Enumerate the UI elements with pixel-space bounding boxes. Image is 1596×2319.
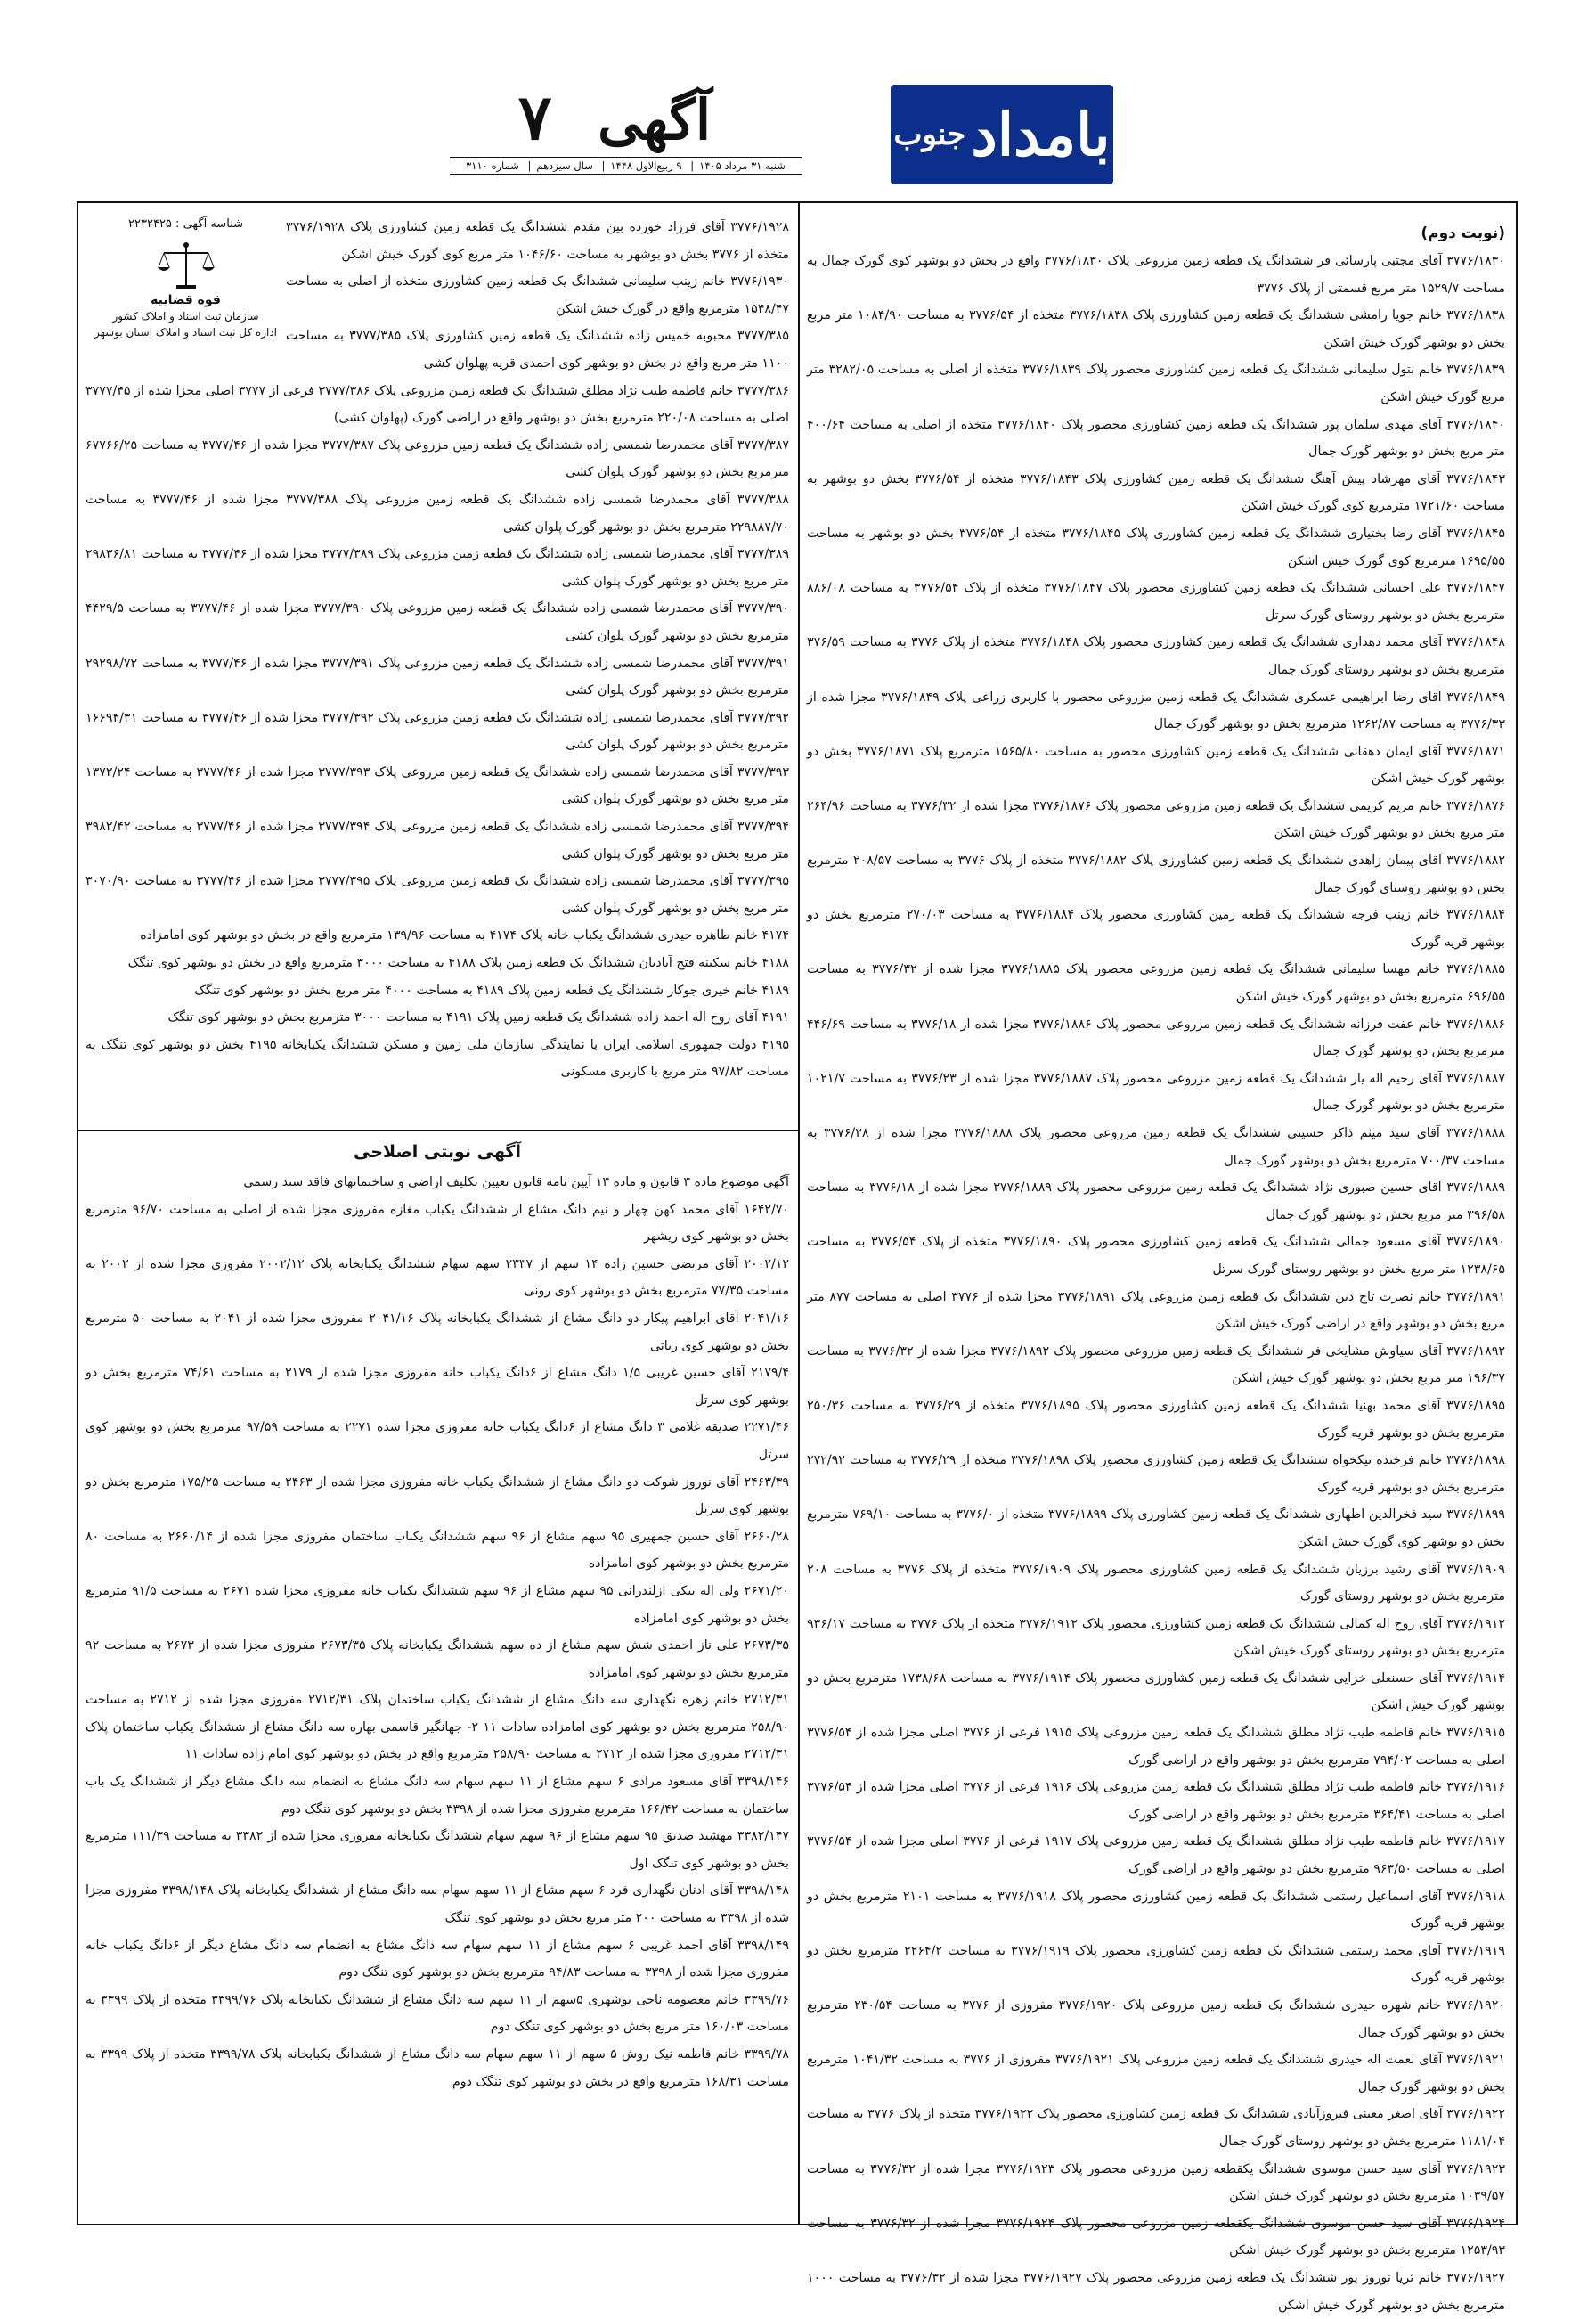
notice-entry: ۱۶۴۲/۷۰ آقای محمد کهن چهار و نیم دانگ مشاع از ششدانگ یکباب مغازه مفروزی مجزا شده از اصلی به مساحت ۹۶/۷۰ مترمربع بخش دو بوشهر کوی ریشهر [86,1202,789,1245]
notice-entry: ۳۷۷۶/۱۸۹۸ خانم فرخنده نیکخواه ششدانگ یک قطعه زمین کشاورزی محصور پلاک ۳۷۷۶/۱۸۹۸ متخذه از ۳۷۷۶/۲۹ به مساحت ۲۷۲/۹۲ مترمربع بخش دو بوشهر قریه گورک [807,1453,1505,1495]
notice-entry: ۳۷۷۶/۱۹۱۶ خانم فاطمه طیب نژاد مطلق ششدانگ یک قطعه زمین مزروعی پلاک ۱۹۱۶ فرعی از ۳۷۷۶ اصلی مجزا شده از ۳۷۷۶/۵۴ اصلی به مساحت ۳۶۴/۴۱ مترمربع بخش دو بوشهر واقع در اراضی گورک [807,1780,1505,1822]
emblem-box [86,214,286,347]
notice-entry: ۳۷۷۶/۱۹۱۲ آقای روح اله کمالی ششدانگ یک قطعه زمین کشاورزی محصور پلاک ۳۷۷۶/۱۹۱۲ متخذه از پلاک ۳۷۷۶ به مساحت ۹۳۶/۱۷ مترمربع بخش دو بوشهر روستای گورک خیش اشکن [807,1616,1505,1659]
notice-entry: ۳۳۸۲/۱۴۷ مهشید صدیق ۹۵ سهم مشاع از ۹۶ سهم سهام ششدانگ یکبابخانه مفروزی مجزا شده از ۳۳۸۲ به مساحت ۱۱۱/۳۹ مترمربع بخش دو بوشهر کوی تنگک اول [86,1829,789,1871]
notice-entry: ۲۱۷۹/۴ آقای حسین غریبی ۱/۵ دانگ مشاع از ۶دانگ یکباب خانه مفروزی مجزا شده از ۲۱۷۹ به مساحت ۷۴/۶۱ مترمربع بخش دو بوشهر کوی سرتل [86,1366,789,1408]
notice-entry: ۳۷۷۶/۱۸۹۲ آقای سیاوش مشایخی فر ششدانگ یک قطعه زمین مزروعی محصور پلاک ۳۷۷۶/۱۸۹۲ مجزا شده از ۳۷۷۶/۳۲ به مساحت ۱۹۶/۳۷ متر مربع بخش دو بوشهر گورک خیش اشکن [807,1343,1505,1386]
org-line-3: اداره کل ثبت اسناد و املاک استان بوشهر [94,326,278,339]
notice-entry: ۲۰۴۱/۱۶ آقای ابراهیم پیکار دو دانگ مشاع از ششدانگ یکبابخانه پلاک ۲۰۴۱/۱۶ مفروزی مجزا شده از ۲۰۴۱ به مساحت ۵۰ مترمربع بخش دو بوشهر کوی ریاتی [86,1311,789,1353]
notice-entry: ۲۶۷۳/۳۵ علی ناز احمدی شش سهم مشاع از ده سهم ششدانگ یکبابخانه پلاک ۲۶۷۳/۳۵ مفروزی مجزا شده از ۲۶۷۳ به مساحت ۹۲ مترمربع بخش دو بوشهر کوی امامزاده [86,1638,789,1680]
notice-entry: ۲۷۱۲/۳۱ خانم زهره نگهداری سه دانگ مشاع از ششدانگ یکباب ساختمان پلاک ۲۷۱۲/۳۱ مفروزی مجزا شده از ۲۷۱۲ به مساحت ۲۵۸/۹۰ مترمربع بخش دو بوشهر کوی امامزاده سادات ۱۱ ۲- جهانگیر قاسمی بهاره سه دانگ مشاع از ششدانگ یکباب ساختمان پلاک ۲۷۱۲/۳۱ مفروزی مجزا شده از ۲۷۱۲ به مساحت ۲۵۸/۹۰ مترمربع واقع در بخش دو بوشهر کوی امام زاده سادات ۱۱ [86,1693,790,1762]
notice-entry: ۳۷۷۶/۱۹۲۸ آقای فرزاد خورده بین مقدم ششدانگ یک قطعه زمین کشاورزی پلاک ۳۷۷۶/۱۹۲۸ متخذه از ۳۷۷۶ بخش دو بوشهر به مساحت ۱۰۴۶/۶۰ متر مربع کوی گورک خیش اشکن [286,220,789,262]
notice-entry: ۳۷۷۶/۱۹۳۰ خانم زینب سلیمانی ششدانگ یک قطعه زمین کشاورزی متخذه از اصلی به مساحت ۱۵۴۸/۴۷ مترمربع واقع در گورک خیش اشکن [286,274,789,316]
notice-entry: ۳۳۹۸/۱۴۸ آقای ادنان نگهداری فرد ۶ سهم مشاع از ۱۱ سهم سهام سه دانگ مشاع از ششدانگ یکبابخانه پلاک ۳۳۹۸/۱۴۸ مفروزی مجزا شده از ۳۳۹۸ به مساحت ۲۰۰ متر مربع بخش دو بوشهر کوی تنگک [86,1883,790,1926]
notice-entry: ۳۷۷۶/۱۸۸۵ خانم مهسا سلیمانی ششدانگ یک قطعه زمین مزروعی محصور پلاک ۳۷۷۶/۱۸۸۵ مجزا شده از ۳۷۷۶/۳۲ به مساحت ۶۹۶/۵۵ مترمربع بخش دو بوشهر گورک خیش اشکن [807,962,1505,1005]
notice-entry: ۳۷۷۶/۱۸۴۵ آقای رضا بختیاری ششدانگ یک قطعه زمین کشاورزی پلاک ۳۷۷۶/۱۸۴۵ متخذه از ۳۷۷۶/۵۴ بخش دو بوشهر به مساحت ۱۶۹۵/۵۵ مترمربع کوی گورک خیش اشکن [807,526,1505,568]
notice-entry: ۳۷۷۶/۱۸۸۲ آقای پیمان زاهدی ششدانگ یک قطعه زمین کشاورزی پلاک ۳۷۷۶/۱۸۸۲ متخذه از پلاک ۳۷۷۶ به مساحت ۲۰۸/۵۷ مترمربع بخش دو بوشهر روستای گورک جمال [807,853,1505,895]
notice-entry: ۳۷۷۷/۳۸۸ آقای محمدرضا شمسی زاده ششدانگ یک قطعه زمین مزروعی پلاک ۳۷۷۷/۳۸۸ مجزا شده از ۳۷۷۷/۴۶ به مساحت ۲۲۹۸۸۷/۷۰ مترمربع بخش دو بوشهر گورک پلوان کشی [86,492,789,535]
notice-entry: ۳۷۷۶/۱۹۲۰ خانم شهره حیدری ششدانگ یک قطعه زمین مزروعی پلاک ۳۷۷۶/۱۹۲۰ مفروزی از ۳۷۷۶ به مساحت ۲۳۰/۵۴ مترمربع بخش دو بوشهر گورک جمال [807,1998,1505,2040]
notice-entry: ۳۷۷۶/۱۹۲۴ آقای سید حسن موسوی ششدانگ یکقطعه زمین مزروعی محصور پلاک ۳۷۷۶/۱۹۲۴ مجزا شده از ۳۷۷۶/۳۲ به مساحت ۱۲۵۳/۹۳ مترمربع بخش دو بوشهر گورک خیش اشکن [807,2216,1505,2258]
org-line-1: قوه قضاییه [151,293,221,307]
notice-entry: ۳۷۷۶/۱۹۱۴ آقای حسنعلی خزایی ششدانگ یک قطعه زمین کشاورزی محصور پلاک ۳۷۷۶/۱۹۱۴ به مساحت ۱۷۳۸/۶۸ مترمربع بخش دو بوشهر گورک خیش اشکن [807,1670,1505,1713]
notice-entry: ۲۰۰۲/۱۲ آقای مرتضی حسین زاده ۱۴ سهم از ۲۳۳۷ سهم سهام ششدانگ یکبابخانه پلاک ۲۰۰۲/۱۲ مفروزی مجزا شده از ۲۰۰۲ به مساحت ۷۷/۳۵ مترمربع بخش دو بوشهر کوی رونی [86,1256,789,1299]
notice-entry: ۳۷۷۷/۳۹۳ آقای محمدرضا شمسی زاده ششدانگ یک قطعه زمین مزروعی پلاک ۳۷۷۷/۳۹۳ مجزا شده از ۳۷۷۷/۴۶ به مساحت ۱۳۷۲/۲۴ متر مربع بخش دو بوشهر گورک پلوان کشی [86,764,789,807]
notice-entry: ۳۷۷۷/۳۸۵ محبوبه خمیس زاده ششدانگ یک قطعه زمین کشاورزی پلاک ۳۷۷۷/۳۸۵ به مساحت ۱۱۰۰ متر مربع واقع در بخش دو بوشهر کوی احمدی قریه پهلوان کشی [286,329,789,371]
issue-number: شماره ۳۱۱۰ [466,159,519,172]
issue-year: سال سیزدهم [536,159,593,172]
notice-entry: ۳۷۷۶/۱۹۰۹ آقای رشید برزیان ششدانگ یک قطعه زمین کشاورزی محصور پلاک ۳۷۷۶/۱۹۰۹ متخذه از پلاک ۳۷۷۶ به مساحت ۲۰۸ مترمربع بخش دو بوشهر روستای گورک [807,1562,1505,1605]
notice-entry: ۳۷۷۷/۳۸۶ خانم فاطمه طیب نژاد مطلق ششدانگ یک قطعه زمین مزروعی پلاک ۳۷۷۷/۳۸۶ فرعی از ۳۷۷۷ اصلی مجزا شده از ۳۷۷۷/۴۵ اصلی به مساحت ۲۲۰/۰۸ مترمربع بخش دو بوشهر واقع در اراضی گورک (پهلوان کشی) [86,383,789,426]
issue-meta: شنبه ۳۱ مرداد ۱۴۰۵| ۹ ربیع‌الاول ۱۴۴۸| سال سیزدهم| شماره ۳۱۱۰ [450,157,802,175]
notice-entry: ۳۷۷۶/۱۹۲۷ خانم ثریا نوروز پور ششدانگ یک قطعه زمین مزروعی محصور پلاک ۳۷۷۶/۱۹۲۷ مجزا شده از ۳۷۷۶/۳۲ به مساحت ۱۰۰۰ مترمربع بخش دو بوشهر گورک خیش اشکن [807,2270,1505,2313]
right-column [807,219,1505,2319]
notice-entry: ۳۷۷۶/۱۸۴۷ علی احسانی ششدانگ یک قطعه زمین کشاورزی محصور پلاک ۳۷۷۶/۱۸۴۷ متخذه از پلاک ۳۷۷۶/۵۴ به مساحت ۸۸۶/۰۸ مترمربع بخش دو بوشهر روستای گورک سرتل [807,581,1505,623]
notice-entry: ۳۷۷۶/۱۹۱۹ آقای محمد رستمی ششدانگ یک قطعه زمین کشاورزی محصور پلاک ۳۷۷۶/۱۹۱۹ به مساحت ۲۲۶۴/۲ مترمربع بخش دو بوشهر قریه گورک [807,1943,1505,1986]
notice-entry: ۳۷۷۷/۳۹۰ آقای محمدرضا شمسی زاده ششدانگ یک قطعه زمین مزروعی پلاک ۳۷۷۷/۳۹۰ مجزا شده از ۳۷۷۷/۴۶ به مساحت ۴۴۲۹/۵ مترمربع بخش دو بوشهر گورک پلوان کشی [86,601,789,643]
section-separator [78,1130,798,1131]
page-number: ۷ [517,80,552,154]
notice-entry: ۳۷۷۶/۱۹۲۱ آقای نعمت اله حیدری ششدانگ یک قطعه زمین مزروعی پلاک ۳۷۷۶/۱۹۲۱ مفروزی از ۳۷۷۶ به مساحت ۱۰۴۱/۳۲ مترمربع بخش دو بوشهر گورک جمال [807,2053,1505,2094]
notice-entry: ۳۷۷۶/۱۸۸۷ آقای رحیم اله یار ششدانگ یک قطعه زمین مزروعی محصور پلاک ۳۷۷۶/۱۸۸۷ مجزا شده از ۳۷۷۶/۲۳ به مساحت ۱۰۲۱/۷ مترمربع بخش دو بوشهر گورک جمال [807,1071,1505,1114]
notice-entry: ۳۷۷۶/۱۹۲۳ آقای سید حسن موسوی ششدانگ یکقطعه زمین مزروعی محصور پلاک ۳۷۷۶/۱۹۲۳ مجزا شده از ۳۷۷۶/۳۲ به مساحت ۱۰۳۹/۵۷ مترمربع بخش دو بوشهر گورک خیش اشکن [807,2161,1505,2204]
notice-entry: ۳۷۷۶/۱۸۴۳ آقای مهرشاد پیش آهنگ ششدانگ یک قطعه زمین کشاورزی پلاک ۳۷۷۶/۱۸۴۳ متخذه از ۳۷۷۶/۵۴ بخش دو بوشهر به مساحت ۱۷۲۱/۶۰ مترمربع کوی گورک خیش اشکن [807,471,1505,514]
left-column-bottom [86,1169,789,2095]
notice-entry: ۳۷۷۷/۳۸۹ آقای محمدرضا شمسی زاده ششدانگ یک قطعه زمین مزروعی پلاک ۳۷۷۷/۳۸۹ مجزا شده از ۳۷۷۷/۴۶ به مساحت ۲۹۸۳۶/۸۱ متر مربع بخش دو بوشهر گورک پلوان کشی [86,547,789,589]
notice-entry: ۴۱۹۵ دولت جمهوری اسلامی ایران با نمایندگی سازمان ملی زمین و مسکن ششدانگ یکبابخانه ۴۱۹۵ بخش دو بوشهر کوی تنگک به مساحت ۹۷/۸۲ متر مربع با کاربری مسکونی [86,1037,789,1080]
notice-entry: ۲۶۷۱/۲۰ ولی اله بیکی ازلندرانی ۹۵ سهم مشاع از ۹۶ سهم ششدانگ یکباب خانه مفروزی مجزا شده ۲۶۷۱ به مساحت ۹۱/۵ مترمربع بخش دو بوشهر کوی امامزاده [86,1583,789,1626]
notice-entry: ۳۷۷۶/۱۸۳۸ خانم جویا رامشی ششدانگ یک قطعه زمین کشاورزی پلاک ۳۷۷۶/۱۸۳۸ متخذه از ۳۷۷۶/۵۴ به مساحت ۱۰۸۴/۹۰ متر مربع بخش دو بوشهر گورک خیش اشکن [807,308,1505,350]
notice-entry: ۳۷۷۷/۳۹۲ آقای محمدرضا شمسی زاده ششدانگ یک قطعه زمین مزروعی پلاک ۳۷۷۷/۳۹۲ مجزا شده از ۳۷۷۷/۴۶ به مساحت ۱۶۶۹۴/۳۱ مترمربع بخش دو بوشهر گورک پلوان کشی [86,710,789,753]
notice-entry: ۳۳۹۸/۱۴۶ آقای مسعود مرادی ۶ سهم مشاع از ۱۱ سهم سهام سه دانگ مشاع به انضمام سه دانگ مشاع دیگر از ششدانگ یک باب ساختمان به مساحت ۱۶۶/۴۲ مترمربع مفروزی مجزا شده از ۳۳۹۸ بخش دو بوشهر کوی تنگک دوم [86,1775,790,1817]
logo-sub-text: جنوب [893,117,966,152]
notice-entry: ۳۷۷۶/۱۹۱۸ آقای اسماعیل رستمی ششدانگ یک قطعه زمین کشاورزی محصور پلاک ۳۷۷۶/۱۹۱۸ به مساحت ۲۱۰۱ مترمربع بخش دو بوشهر قریه گورک [807,1889,1505,1931]
notice-entry: آگهی موضوع ماده ۳ قانون و ماده ۱۳ آیین نامه قانون تعیین تکلیف اراضی و ساختمانهای فاقد سند رسمی [243,1175,789,1189]
org-line-2: سازمان ثبت اسناد و املاک کشور [112,310,259,323]
notice-entry: ۳۷۷۶/۱۸۸۹ آقای حسین صبوری نژاد ششدانگ یک قطعه زمین مزروعی محصور پلاک ۳۷۷۶/۱۸۸۹ مجزا شده از ۳۷۷۶/۱۸ به مساحت ۳۹۶/۵۸ متر مربع بخش دو بوشهر گورک جمال [807,1180,1505,1222]
notice-entry: ۴۱۷۴ خانم طاهره حیدری ششدانگ یکباب خانه پلاک ۴۱۷۴ به مساحت ۱۳۹/۹۶ مترمربع واقع در بخش دو بوشهر کوی امامزاده [140,928,789,943]
issue-hijri-date: ۹ ربیع‌الاول ۱۴۴۸ [610,159,682,172]
notice-entry: ۲۶۶۰/۲۸ آقای حسین جمهیری ۹۵ سهم مشاع از ۹۶ سهم ششدانگ یکباب ساختمان مفروزی مجزا شده از ۲۶۶۰/۱۴ به مساحت ۸۰ مترمربع بخش دو بوشهر کوی امامزاده [86,1529,789,1572]
notice-entry: ۳۷۷۶/۱۸۹۹ سید فخرالدین اطهاری ششدانگ یک قطعه زمین کشاورزی پلاک ۳۷۷۶/۱۸۹۹ متخذه از ۳۷۷۶/۰ به مساحت ۷۶۹/۱۰ مترمربع بخش دو بوشهر کوی گورک خیش اشکن [807,1507,1505,1549]
section-title: آگهی [598,87,712,152]
correction-notice-title: آگهی نوبتی اصلاحی [354,1142,521,1162]
notice-entry: ۳۷۷۶/۱۸۸۶ خانم عفت فرزانه ششدانگ یک قطعه زمین مزروعی محصور پلاک ۳۷۷۶/۱۸۸۶ مجزا شده از ۳۷۷۶/۱۸ به مساحت ۴۴۶/۶۹ مترمربع بخش دو بوشهر گورک جمال [807,1017,1505,1059]
left-column-top [86,214,789,1086]
notice-entry: ۳۷۷۶/۱۸۷۱ آقای ایمان دهقانی ششدانگ یک قطعه زمین کشاورزی محصور به مساحت ۱۵۶۵/۸۰ مترمربع پلاک ۳۷۷۶/۱۸۷۱ بخش دو بوشهر گورک خیش اشکن [807,744,1505,787]
notice-entry: ۳۳۹۹/۷۸ خانم فاطمه نیک روش ۵ سهم از ۱۱ سهم سهام سه دانگ مشاع از ششدانگ یکبابخانه پلاک ۳۳۹۹/۷۸ متخذه از پلاک ۳۳۹۹ به مساحت ۱۶۸/۳۱ مترمربع واقع در بخش دو بوشهر کوی تنگک دوم [86,2047,789,2089]
notice-entry: ۳۷۷۶/۱۸۹۱ خانم نصرت تاج دین ششدانگ یک قطعه زمین مزروعی پلاک ۳۷۷۶/۱۸۹۱ مجزا شده از ۳۷۷۶ اصلی به مساحت ۸۷۷ متر مربع بخش دو بوشهر واقع در اراضی گورک خیش اشکن [807,1289,1506,1332]
notice-entry: ۳۷۷۶/۱۸۸۴ خانم زینب فرجه ششدانگ یک قطعه زمین کشاورزی محصور پلاک ۳۷۷۶/۱۸۸۴ به مساحت ۲۷۰/۰۳ مترمربع بخش دو بوشهر قریه گورک [807,908,1506,950]
notice-entry: ۳۷۷۷/۳۹۵ آقای محمدرضا شمسی زاده ششدانگ یک قطعه زمین مزروعی پلاک ۳۷۷۷/۳۹۵ مجزا شده از ۳۷۷۷/۴۶ به مساحت ۳۰۷۰/۹۰ متر مربع بخش دو بوشهر گورک پلوان کشی [86,874,789,916]
notice-entry: ۴۱۹۱ آقای روح اله احمد زاده ششدانگ یک قطعه زمین پلاک ۴۱۹۱ به مساحت ۳۰۰۰ مترمربع بخش دو بوشهر کوی تنگک [167,1010,789,1025]
notice-entry: ۳۷۷۶/۱۸۳۹ خانم بتول سلیمانی ششدانگ یک قطعه زمین کشاورزی محصور پلاک ۳۷۷۶/۱۸۳۹ متخذه از اصلی به مساحت ۳۲۸۲/۰۵ متر مربع گورک خیش اشکن [807,363,1506,404]
left-column-bottom-items [86,1169,789,2095]
notice-entry: ۳۷۷۶/۱۸۹۵ آقای محمد بهنیا ششدانگ یک قطعه زمین کشاورزی محصور پلاک ۳۷۷۶/۱۸۹۵ متخذه از ۳۷۷۶/۲۹ به مساحت ۲۵۰/۳۶ مترمربع بخش دو بوشهر قریه گورک [807,1398,1505,1441]
scales-of-justice-icon [155,241,217,292]
notice-entry: ۳۷۷۶/۱۸۹۰ آقای مسعود جمالی ششدانگ یک قطعه زمین کشاورزی محصور پلاک ۳۷۷۶/۱۸۹۰ متخذه از پلاک ۳۷۷۶/۵۴ به مساحت ۱۲۳۸/۶۵ متر مربع بخش دو بوشهر روستای گورک سرتل [807,1235,1505,1277]
notice-entry: ۳۷۷۷/۳۹۱ آقای محمدرضا شمسی زاده ششدانگ یک قطعه زمین مزروعی پلاک ۳۷۷۷/۳۹۱ مجزا شده از ۳۷۷۷/۴۶ به مساحت ۲۹۲۹۸/۷۲ مترمربع بخش دو بوشهر گورک پلوان کشی [86,656,789,698]
notice-entry: ۳۷۷۷/۳۸۷ آقای محمدرضا شمسی زاده ششدانگ یک قطعه زمین مزروعی پلاک ۳۷۷۷/۳۸۷ مجزا شده از ۳۷۷۷/۴۶ به مساحت ۶۷۷۶۶/۲۵ مترمربع بخش دو بوشهر گورک پلوان کشی [86,437,789,480]
notice-entry: ۳۷۷۶/۱۸۴۰ آقای مهدی سلمان پور ششدانگ یک قطعه زمین کشاورزی محصور پلاک ۳۷۷۶/۱۸۴۰ متخذه از اصلی به مساحت ۴۰۰/۶۴ متر مربع بخش دو بوشهر گورک جمال [807,417,1505,460]
notice-entry: ۳۷۷۶/۱۸۴۹ آقای رضا ابراهیمی عسکری ششدانگ یک قطعه زمین مزروعی محصور با کاربری زراعی پلاک ۳۷۷۶/۱۸۴۹ مجزا شده از ۳۷۷۶/۳۳ به مساحت ۱۲۶۲/۸۷ مترمربع بخش دو بوشهر گورک جمال [807,690,1505,732]
column-divider [798,203,800,2224]
newspaper-logo [891,85,1113,184]
notice-entry: ۳۷۷۶/۱۸۳۰ آقای مجتبی پارسائی فر ششدانگ یک قطعه زمین مزروعی پلاک ۳۷۷۶/۱۸۳۰ واقع در بخش دو بوشهر کوی گورک جمال به مساحت ۱۵۲۹/۷ متر مربع قسمتی از پلاک ۳۷۷۶ [807,254,1505,296]
notice-entry: ۳۷۷۶/۱۸۴۸ آقای محمد دهداری ششدانگ یک قطعه زمین کشاورزی محصور پلاک ۳۷۷۶/۱۸۴۸ متخذه از پلاک ۳۷۷۶ به مساحت ۳۷۶/۵۹ مترمربع بخش دو بوشهر روستای گورک جمال [807,635,1506,677]
notice-entry: ۳۷۷۶/۱۹۱۷ خانم فاطمه طیب نژاد مطلق ششدانگ یک قطعه زمین مزروعی پلاک ۱۹۱۷ فرعی از ۳۷۷۶ اصلی مجزا شده از ۳۷۷۶/۵۴ اصلی به مساحت ۹۶۳/۵۰ مترمربع بخش دو بوشهر واقع در اراضی گورک [807,1834,1505,1877]
page-title [463,80,766,154]
notice-entry: ۲۴۶۳/۳۹ آقای نوروز شوکت دو دانگ مشاع از ششدانگ یکباب خانه مفروزی مجزا شده از ۲۴۶۳ به مساحت ۱۷۵/۲۵ مترمربع بخش دو بوشهر کوی سرتل [86,1474,790,1517]
notice-entry: ۲۲۷۱/۴۶ صدیقه غلامی ۳ دانگ مشاع از ۶دانگ یکباب خانه مفروزی مجزا شده ۲۲۷۱ به مساحت ۹۷/۵۹ مترمربع بخش دو بوشهر کوی سرتل [86,1420,789,1462]
notice-entry: ۳۷۷۶/۱۸۸۸ آقای سید میثم ذاکر حسینی ششدانگ یک قطعه زمین مزروعی محصور پلاک ۳۷۷۶/۱۸۸۸ مجزا شده از ۳۷۷۶/۲۸ به مساحت ۷۰۰/۳۷ مترمربع بخش دو بوشهر گورک جمال [807,1126,1505,1168]
notice-entry: ۳۳۹۹/۷۶ خانم معصومه ناجی بوشهری ۵سهم از ۱۱ سهم سه دانگ مشاع از ششدانگ یکبابخانه پلاک ۳۳۹۹/۷۶ متخذه از پلاک ۳۳۹۹ به مساحت ۱۶۰/۰۳ متر مربع بخش دو بوشهر کوی تنگک دوم [86,1992,789,2035]
notice-entry: ۳۷۷۶/۱۹۲۲ آقای اصغر معینی فیروزآبادی ششدانگ یک قطعه زمین کشاورزی محصور پلاک ۳۷۷۶/۱۹۲۲ متخذه از پلاک ۳۷۷۶ به مساحت ۱۱۸۱/۰۴ مترمربع بخش دو بوشهر روستای گورک جمال [807,2107,1506,2149]
logo-main-text: بامداد [971,100,1111,169]
right-column-items [807,248,1505,2319]
notice-entry: ۳۷۷۶/۱۹۱۵ خانم فاطمه طیب نژاد مطلق ششدانگ یک قطعه زمین مزروعی پلاک ۱۹۱۵ فرعی از ۳۷۷۶ اصلی مجزا شده از ۳۷۷۶/۵۴ اصلی به مساحت ۷۹۴/۰۲ مترمربع بخش دو بوشهر واقع در اراضی گورک [807,1726,1505,1768]
notice-entry: ۴۱۸۹ خانم خیری جوکار ششدانگ یک قطعه زمین پلاک ۴۱۸۹ به مساحت ۴۰۰۰ متر مربع بخش دو بوشهر کوی تنگک [194,983,789,998]
ad-id: شناسه آگهی : ۲۲۳۲۴۲۵ [128,217,243,231]
notice-entry: ۳۷۷۶/۱۸۷۶ خانم مریم کریمی ششدانگ یک قطعه زمین مزروعی محصور پلاک ۳۷۷۶/۱۸۷۶ مجزا شده از ۳۷۷۶/۳۲ به مساحت ۲۶۴/۹۶ متر مربع بخش دو بوشهر گورک خیش اشکن [807,798,1505,841]
issue-date: شنبه ۳۱ مرداد ۱۴۰۵ [699,159,786,172]
notice-entry: ۳۷۷۷/۳۹۴ آقای محمدرضا شمسی زاده ششدانگ یک قطعه زمین مزروعی پلاک ۳۷۷۷/۳۹۴ مجزا شده از ۳۷۷۷/۴۶ به مساحت ۳۹۸۲/۴۲ متر مربع بخش دو بوشهر گورک پلوان کشی [86,820,789,861]
right-column-heading: (نوبت دوم) [1421,225,1505,242]
notice-entry: ۳۳۹۸/۱۴۹ آقای احمد غریبی ۶ سهم مشاع از ۱۱ سهم سهام سه دانگ مشاع به انضمام سه دانگ مشاع دیگر از ۶دانگ یکباب خانه مفروزی مجزا شده از ۳۳۹۸ به مساحت ۹۴/۸۳ مترمربع بخش دو بوشهر کوی تنگک دوم [86,1938,790,1980]
notice-entry: ۴۱۸۸ خانم سکینه فتح آبادیان ششدانگ یک قطعه زمین پلاک ۴۱۸۸ به مساحت ۳۰۰۰ مترمربع واقع در بخش دو بوشهر کوی تنگک [127,956,789,971]
